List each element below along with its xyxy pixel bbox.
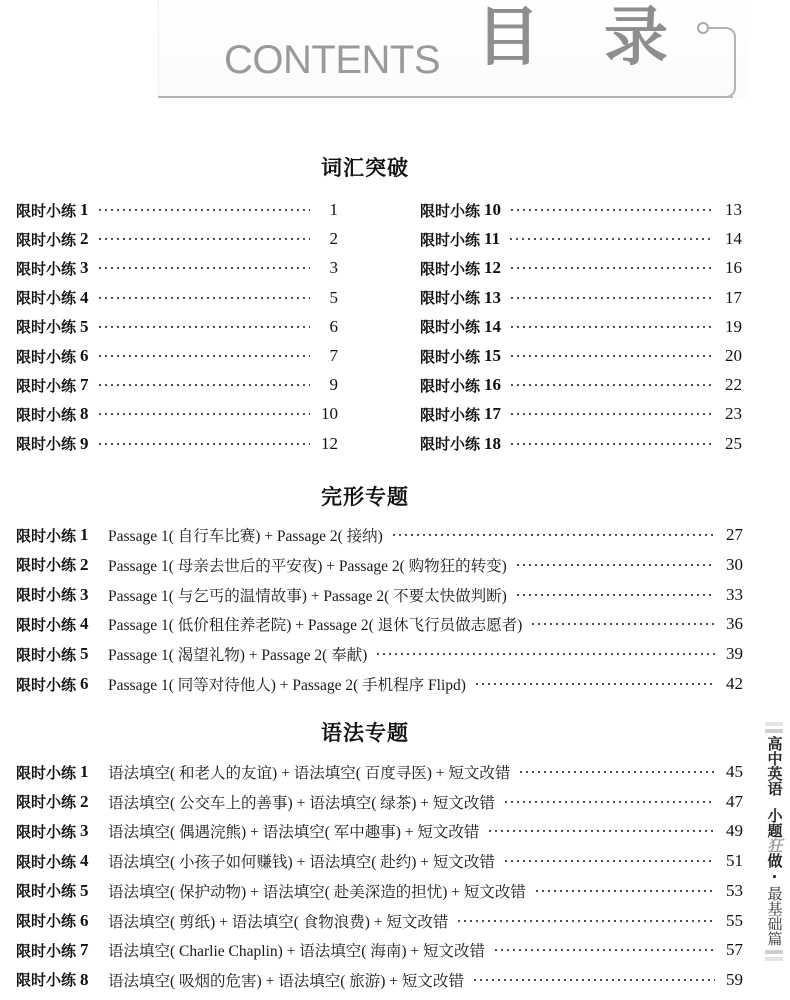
entry-label: 限时小练 [420,347,481,366]
entry-number: 14 [484,316,502,336]
sidebar-text-subject: 高中英语 [765,736,784,796]
entry-number: 6 [80,910,89,930]
entry-label: 限时小练 [420,318,481,337]
toc-entry[interactable] [16,374,338,396]
entry-page-number: 2 [329,229,338,249]
entry-number: 5 [80,644,89,664]
toc-entry[interactable] [420,345,742,367]
leader-dots [509,326,714,328]
entry-label: 限时小练 [420,376,481,395]
toc-entry[interactable] [420,374,742,396]
entry-page-number: 33 [726,584,743,604]
sidebar-bar [765,950,783,954]
leader-dots [493,949,715,951]
toc-entry[interactable] [420,433,742,455]
entry-number: 15 [484,346,502,365]
entry-number: 3 [80,584,89,604]
entry-number: 5 [80,316,89,336]
sidebar-text-series-b: 狂 [765,838,784,853]
entry-number: 6 [80,674,89,693]
toc-entry[interactable] [16,850,743,872]
entry-label: 限时小练 [16,289,77,308]
toc-entry[interactable] [16,673,743,695]
entry-number: 1 [80,200,89,219]
entry-label: 限时小练 [16,882,77,901]
entry-number: 12 [484,258,502,278]
toc-entry[interactable] [16,524,743,546]
entry-label: 限时小练 [16,912,77,930]
entry-page-number: 51 [726,851,743,871]
entry-label: 限时小练 [16,347,77,366]
toc-entry[interactable] [16,345,338,367]
entry-number: 4 [80,287,89,307]
toc-entry[interactable] [16,791,743,813]
leader-dots [530,623,715,625]
toc-entry[interactable] [420,403,742,425]
leader-dots [487,830,715,832]
entry-description: 语法填空( 偶遇浣熊) + 语法填空( 军中趣事) + 短文改错 [108,824,480,842]
entry-number: 8 [80,404,89,424]
entry-page-number: 22 [725,375,742,395]
entry-number: 16 [484,375,502,395]
entry-number: 2 [80,791,89,811]
toc-entry[interactable] [16,969,743,991]
entry-number: 10 [484,200,502,219]
toc-entry[interactable] [16,820,743,842]
leader-dots [97,384,310,386]
header-circle-ornament [697,22,709,34]
toc-entry[interactable] [420,316,742,338]
entry-label: 限时小练 [16,675,77,694]
entry-page-number: 10 [321,404,338,424]
entry-number: 1 [80,525,89,544]
entry-description: 语法填空( Charlie Chaplin) + 语法填空( 海南) + 短文改错 [108,943,485,961]
entry-number: 5 [80,880,89,900]
entry-page-number: 17 [725,287,742,307]
header-title-zh-2: 录 [604,1,668,75]
leader-dots [375,653,715,655]
entry-page-number: 36 [726,614,743,634]
entry-page-number: 20 [725,346,742,365]
entry-page-number: 47 [726,791,743,811]
entry-label: 限时小练 [16,318,77,337]
entry-page-number: 39 [726,644,743,664]
toc-entry[interactable] [16,199,338,221]
leader-dots [391,534,715,536]
entry-page-number: 42 [726,674,743,693]
entry-label: 限时小练 [420,201,481,220]
leader-dots [518,771,715,773]
toc-entry[interactable] [16,554,743,576]
entry-number: 3 [80,258,89,278]
entry-page-number: 5 [329,287,338,307]
entry-page-number: 23 [725,404,742,424]
book-title-sidebar [762,722,786,964]
leader-dots [474,683,715,685]
entry-number: 4 [80,851,89,871]
leader-dots [509,355,714,357]
entry-page-number: 59 [726,969,743,989]
entry-label: 限时小练 [16,822,77,841]
sidebar-bar [765,957,783,961]
sidebar-separator: · [765,868,784,886]
leader-dots [97,209,310,211]
toc-entry[interactable] [16,584,743,606]
leader-dots [97,326,310,328]
entry-label: 限时小练 [16,793,77,812]
entry-label: 限时小练 [16,941,77,960]
entry-label: 限时小练 [420,435,481,454]
toc-entry[interactable] [16,257,338,279]
leader-dots [509,384,714,386]
entry-label: 限时小练 [16,586,77,605]
entry-description: 语法填空( 保护动物) + 语法填空( 赴美深造的担忧) + 短文改错 [108,883,526,901]
entry-description: Passage 1( 同等对待他人) + Passage 2( 手机程序 Flipd) [108,677,466,694]
entry-label: 限时小练 [16,645,77,664]
entry-description: Passage 1( 与乞丐的温情故事) + Passage 2( 不要太快做判断) [108,587,507,605]
toc-entry[interactable] [16,287,338,309]
entry-page-number: 45 [726,762,743,781]
entry-number: 4 [80,614,89,634]
entry-page-number: 13 [725,200,742,219]
toc-entry[interactable] [16,403,338,425]
toc-entry[interactable] [16,880,743,902]
entry-page-number: 16 [725,258,742,278]
contents-header [158,0,748,98]
leader-dots [97,297,310,299]
entry-number: 17 [484,404,502,424]
entry-description: 语法填空( 公交车上的善事) + 语法填空( 绿茶) + 短文改错 [108,794,495,812]
header-title-zh-1: 目 [476,1,540,75]
entry-page-number: 7 [329,346,338,365]
entry-label: 限时小练 [420,405,481,424]
entry-label: 限时小练 [16,435,77,454]
sidebar-text-series-a: 小题 [765,808,784,838]
entry-page-number: 12 [321,433,338,453]
entry-number: 11 [484,229,501,249]
entry-page-number: 6 [329,316,338,336]
section-title-cloze: 完形专题 [321,485,409,509]
leader-dots [503,860,715,862]
leader-dots [508,238,714,240]
entry-number: 13 [484,287,502,307]
entry-page-number: 9 [329,375,338,395]
entry-number: 9 [80,433,89,453]
leader-dots [97,267,310,269]
entry-page-number: 25 [725,433,742,453]
sidebar-text-level: 最基础篇 [765,886,784,946]
entry-page-number: 3 [329,258,338,278]
header-title-en: CONTENTS [224,38,440,82]
toc-entry[interactable] [16,939,743,961]
entry-description: 语法填空( 剪纸) + 语法填空( 食物浪费) + 短文改错 [108,913,449,931]
entry-label: 限时小练 [16,405,77,424]
leader-dots [97,413,310,415]
entry-label: 限时小练 [420,289,481,308]
leader-dots [509,413,714,415]
entry-label: 限时小练 [16,852,77,871]
leader-dots [509,209,714,211]
leader-dots [509,443,714,445]
entry-page-number: 55 [726,910,743,930]
entry-number: 1 [80,762,89,781]
entry-number: 7 [80,375,89,395]
header-corner-bracket [703,27,736,98]
toc-entry[interactable] [16,613,743,635]
entry-page-number: 27 [726,525,743,544]
leader-dots [509,297,714,299]
leader-dots [509,267,714,269]
entry-page-number: 14 [725,229,742,249]
header-underline [158,96,733,98]
toc-entry[interactable] [420,287,742,309]
entry-number: 18 [484,433,502,453]
toc-entry[interactable] [16,910,743,932]
entry-description: 语法填空( 小孩子如何赚钱) + 语法填空( 赴约) + 短文改错 [108,854,495,872]
entry-description: Passage 1( 渴望礼物) + Passage 2( 奉献) [108,647,368,665]
leader-dots [456,920,715,922]
entry-number: 6 [80,346,89,365]
entry-label: 限时小练 [16,526,77,545]
entry-page-number: 19 [725,316,742,336]
entry-description: 语法填空( 和老人的友谊) + 语法填空( 百度寻医) + 短文改错 [108,765,511,782]
entry-number: 2 [80,229,89,249]
leader-dots [534,890,715,892]
section-title-grammar: 语法专题 [321,721,409,745]
entry-page-number: 57 [726,940,743,960]
toc-entry[interactable] [16,761,743,783]
entry-number: 2 [80,554,89,574]
entry-label: 限时小练 [16,763,77,782]
entry-description: Passage 1( 自行车比赛) + Passage 2( 接纳) [108,528,383,545]
sidebar-bar [765,722,783,726]
leader-dots [97,355,310,357]
leader-dots [97,238,310,240]
leader-dots [515,594,715,596]
entry-label: 限时小练 [16,971,77,990]
sidebar-bar [765,729,783,733]
entry-label: 限时小练 [16,230,77,249]
toc-entry[interactable] [420,199,742,221]
leader-dots [515,564,715,566]
entry-number: 3 [80,821,89,841]
entry-description: 语法填空( 吸烟的危害) + 语法填空( 旅游) + 短文改错 [108,972,464,990]
leader-dots [503,801,715,803]
leader-dots [97,443,310,445]
entry-label: 限时小练 [16,615,77,634]
entry-label: 限时小练 [16,201,77,220]
entry-number: 7 [80,940,89,960]
entry-label: 限时小练 [16,556,77,575]
entry-label: 限时小练 [420,230,481,249]
entry-page-number: 30 [726,554,743,574]
entry-label: 限时小练 [16,259,77,278]
entry-number: 8 [80,969,89,989]
toc-entry[interactable] [16,643,743,665]
entry-description: Passage 1( 母亲去世后的平安夜) + Passage 2( 购物狂的转变) [108,557,507,575]
toc-entry[interactable] [420,228,742,250]
entry-description: Passage 1( 低价租住养老院) + Passage 2( 退休飞行员做志愿者) [108,617,523,635]
toc-entry[interactable] [16,316,338,338]
section-title-vocabulary: 词汇突破 [321,156,409,180]
toc-entry[interactable] [16,228,338,250]
sidebar-text-series-c: 做 [765,853,784,868]
entry-label: 限时小练 [420,259,481,278]
toc-entry[interactable] [420,257,742,279]
entry-page-number: 53 [726,880,743,900]
entry-page-number: 1 [329,200,338,219]
leader-dots [472,979,715,981]
toc-entry[interactable] [16,433,338,455]
entry-label: 限时小练 [16,376,77,395]
entry-page-number: 49 [726,821,743,841]
